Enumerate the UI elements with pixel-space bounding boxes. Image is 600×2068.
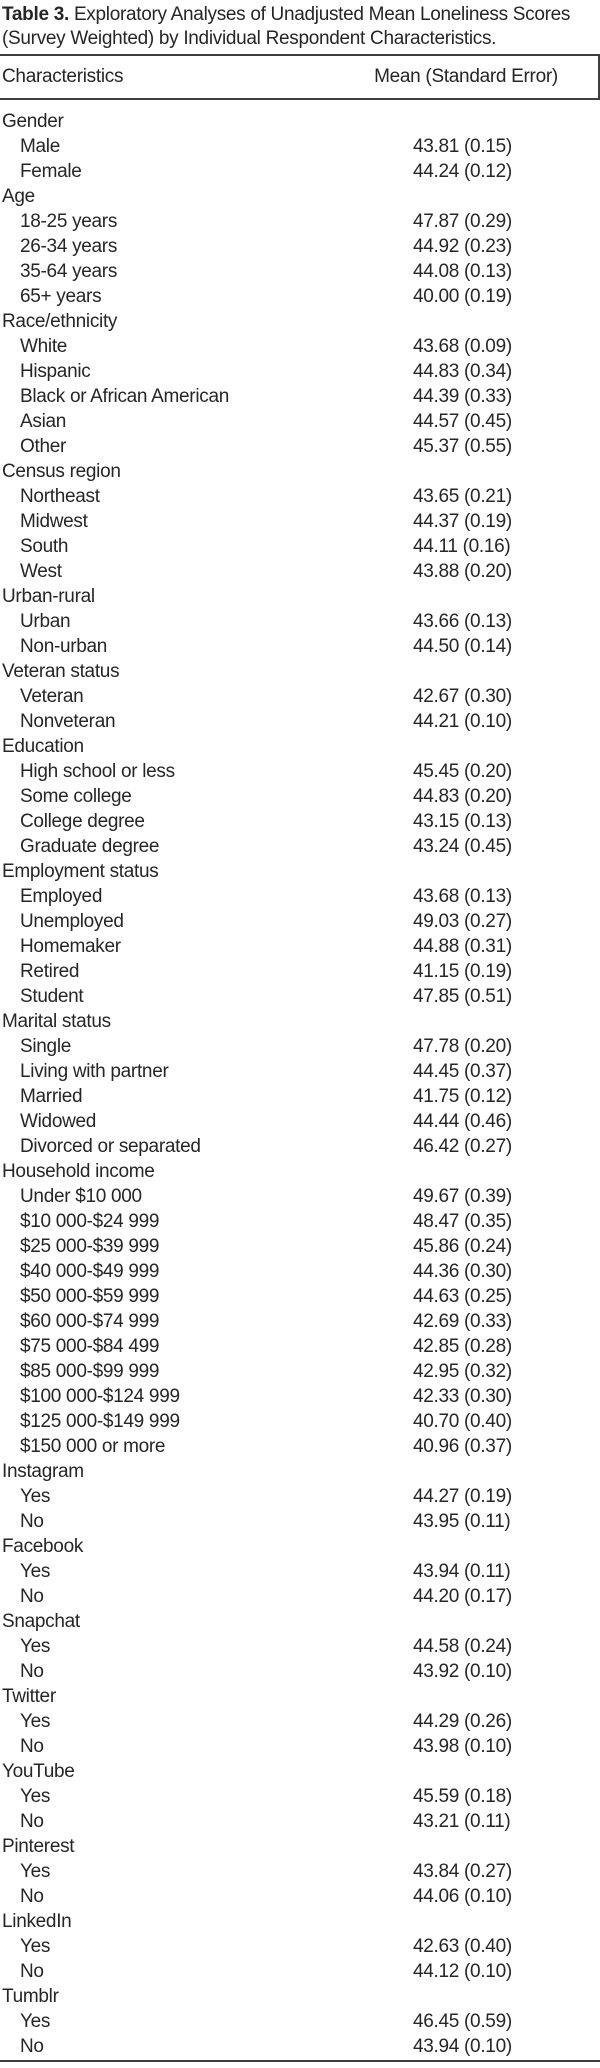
row-mean-value: 40.70 (0.40) <box>413 1411 512 1432</box>
row-label: No <box>20 1961 44 1982</box>
table-body <box>0 100 600 2062</box>
row-mean-value: 44.29 (0.26) <box>413 1711 512 1732</box>
row-label: College degree <box>20 811 145 832</box>
row-label: Veteran <box>20 686 84 707</box>
table-title-text: Exploratory Analyses of Unadjusted Mean Loneliness Scores (Survey Weighted) by Individual Respondent Characteristics. <box>2 4 571 49</box>
row-mean-value: 43.84 (0.27) <box>413 1861 512 1882</box>
row-label: $150 000 or more <box>20 1436 166 1457</box>
table-row <box>0 984 600 1009</box>
table-row <box>0 234 600 259</box>
table-row <box>0 1109 600 1134</box>
row-label: Male <box>20 136 60 157</box>
column-header-mean: Mean (Standard Error) <box>374 66 558 87</box>
row-label: Graduate degree <box>20 836 160 857</box>
table-group-row <box>0 109 600 134</box>
row-mean-value: 46.45 (0.59) <box>413 2011 512 2032</box>
row-mean-value: 44.20 (0.17) <box>413 1586 512 1607</box>
row-label: No <box>20 1886 44 1907</box>
table-row <box>0 259 600 284</box>
table-group-row <box>0 1159 600 1184</box>
table-row <box>0 1059 600 1084</box>
table-group-row <box>0 1684 600 1709</box>
row-label: $40 000-$49 999 <box>20 1261 160 1282</box>
row-mean-value: 44.92 (0.23) <box>413 236 512 257</box>
table-row <box>0 684 600 709</box>
row-mean-value: 41.75 (0.12) <box>413 1086 512 1107</box>
row-label: Instagram <box>2 1461 84 1482</box>
table-row <box>0 1384 600 1409</box>
table-row <box>0 1259 600 1284</box>
row-mean-value: 44.83 (0.20) <box>413 786 512 807</box>
table-group-row <box>0 1984 600 2009</box>
table-row <box>0 1434 600 1459</box>
row-mean-value: 44.37 (0.19) <box>413 511 512 532</box>
row-label: Age <box>2 186 35 207</box>
row-label: Census region <box>2 461 121 482</box>
table-row <box>0 759 600 784</box>
row-mean-value: 44.88 (0.31) <box>413 936 512 957</box>
table-group-row <box>0 1009 600 1034</box>
row-label: Female <box>20 161 82 182</box>
table-row <box>0 1209 600 1234</box>
table-row <box>0 1509 600 1534</box>
row-mean-value: 44.50 (0.14) <box>413 636 512 657</box>
row-label: Twitter <box>2 1686 56 1707</box>
row-mean-value: 43.95 (0.11) <box>413 1511 511 1532</box>
row-mean-value: 43.15 (0.13) <box>413 811 512 832</box>
row-label: Homemaker <box>20 936 121 957</box>
table-row <box>0 559 600 584</box>
table-row <box>0 134 600 159</box>
table-row <box>0 959 600 984</box>
row-label: Yes <box>20 2011 51 2032</box>
row-label: Gender <box>2 111 64 132</box>
row-label: Urban <box>20 611 71 632</box>
row-label: Non-urban <box>20 636 108 657</box>
row-label: Midwest <box>20 511 88 532</box>
row-label: Single <box>20 1036 72 1057</box>
row-mean-value: 44.57 (0.45) <box>413 411 512 432</box>
row-mean-value: 45.86 (0.24) <box>413 1236 512 1257</box>
row-mean-value: 44.39 (0.33) <box>413 386 512 407</box>
table-row <box>0 409 600 434</box>
row-mean-value: 44.44 (0.46) <box>413 1111 512 1132</box>
row-mean-value: 43.88 (0.20) <box>413 561 512 582</box>
row-label: Under $10 000 <box>20 1186 142 1207</box>
table-group-row <box>0 859 600 884</box>
table-row <box>0 1634 600 1659</box>
row-mean-value: 43.24 (0.45) <box>413 836 512 857</box>
row-mean-value: 49.03 (0.27) <box>413 911 512 932</box>
row-label: Widowed <box>20 1111 97 1132</box>
table-row <box>0 534 600 559</box>
row-label: Veteran status <box>2 661 120 682</box>
row-mean-value: 43.65 (0.21) <box>413 486 512 507</box>
row-mean-value: 47.85 (0.51) <box>413 986 512 1007</box>
row-label: Urban-rural <box>2 586 95 607</box>
row-mean-value: 42.95 (0.32) <box>413 1361 512 1382</box>
row-label: Other <box>20 436 67 457</box>
row-mean-value: 44.83 (0.34) <box>413 361 512 382</box>
table-group-row <box>0 584 600 609</box>
table-group-row <box>0 734 600 759</box>
table-row <box>0 384 600 409</box>
row-label: White <box>20 336 68 357</box>
table-row <box>0 2009 600 2034</box>
row-mean-value: 44.27 (0.19) <box>413 1486 512 1507</box>
row-mean-value: 44.45 (0.37) <box>413 1061 512 1082</box>
row-label: Yes <box>20 1486 51 1507</box>
row-label: Employment status <box>2 861 159 882</box>
row-label: Some college <box>20 786 132 807</box>
row-label: No <box>20 2036 44 2057</box>
table-row <box>0 1934 600 1959</box>
row-mean-value: 40.00 (0.19) <box>413 286 512 307</box>
table-row <box>0 159 600 184</box>
row-label: Yes <box>20 1561 51 1582</box>
table-row <box>0 1784 600 1809</box>
table-row <box>0 434 600 459</box>
table-row <box>0 1234 600 1259</box>
row-mean-value: 49.67 (0.39) <box>413 1186 512 1207</box>
table-row <box>0 1709 600 1734</box>
table-title <box>2 3 600 51</box>
row-label: High school or less <box>20 761 175 782</box>
row-label: Student <box>20 986 84 1007</box>
row-mean-value: 42.69 (0.33) <box>413 1311 512 1332</box>
row-label: Yes <box>20 1861 51 1882</box>
row-label: Facebook <box>2 1536 84 1557</box>
row-mean-value: 44.12 (0.10) <box>413 1961 512 1982</box>
table-group-row <box>0 459 600 484</box>
row-label: 35-64 years <box>20 261 118 282</box>
table-row <box>0 359 600 384</box>
row-label: Tumblr <box>2 1986 59 2007</box>
table-header-row <box>0 54 600 100</box>
row-mean-value: 43.94 (0.11) <box>413 1561 511 1582</box>
row-mean-value: 47.78 (0.20) <box>413 1036 512 1057</box>
table-row <box>0 209 600 234</box>
row-label: Education <box>2 736 84 757</box>
row-mean-value: 43.98 (0.10) <box>413 1736 512 1757</box>
table-row <box>0 1334 600 1359</box>
row-label: Yes <box>20 1711 51 1732</box>
row-label: Unemployed <box>20 911 124 932</box>
row-mean-value: 43.21 (0.11) <box>413 1811 511 1832</box>
column-header-characteristics: Characteristics <box>2 66 124 87</box>
table-row <box>0 1309 600 1334</box>
row-label: Retired <box>20 961 80 982</box>
row-mean-value: 47.87 (0.29) <box>413 211 512 232</box>
row-mean-value: 45.59 (0.18) <box>413 1786 512 1807</box>
row-label: South <box>20 536 69 557</box>
row-label: $100 000-$124 999 <box>20 1386 180 1407</box>
table-row <box>0 609 600 634</box>
table-row <box>0 1559 600 1584</box>
row-label: $10 000-$24 999 <box>20 1211 160 1232</box>
table-row <box>0 884 600 909</box>
table-row <box>0 1034 600 1059</box>
row-mean-value: 46.42 (0.27) <box>413 1136 512 1157</box>
table-row <box>0 934 600 959</box>
row-label: Northeast <box>20 486 100 507</box>
row-label: No <box>20 1511 44 1532</box>
row-label: $25 000-$39 999 <box>20 1236 160 1257</box>
table-row <box>0 334 600 359</box>
table-group-row <box>0 1759 600 1784</box>
row-label: $125 000-$149 999 <box>20 1411 180 1432</box>
row-mean-value: 44.36 (0.30) <box>413 1261 512 1282</box>
table-row <box>0 1084 600 1109</box>
row-label: Married <box>20 1086 83 1107</box>
table-row <box>0 1484 600 1509</box>
table-row <box>0 284 600 309</box>
row-mean-value: 43.68 (0.13) <box>413 886 512 907</box>
row-label: $75 000-$84 499 <box>20 1336 160 1357</box>
row-mean-value: 42.33 (0.30) <box>413 1386 512 1407</box>
table-row <box>0 484 600 509</box>
row-mean-value: 43.94 (0.10) <box>413 2036 512 2057</box>
row-label: Asian <box>20 411 67 432</box>
table-group-row <box>0 1534 600 1559</box>
row-label: Pinterest <box>2 1836 75 1857</box>
row-mean-value: 42.63 (0.40) <box>413 1936 512 1957</box>
row-label: Black or African American <box>20 386 229 407</box>
row-label: Divorced or separated <box>20 1136 201 1157</box>
table-row <box>0 909 600 934</box>
table-row <box>0 1409 600 1434</box>
row-mean-value: 44.08 (0.13) <box>413 261 512 282</box>
table-row <box>0 634 600 659</box>
row-mean-value: 42.85 (0.28) <box>413 1336 512 1357</box>
row-label: Household income <box>2 1161 155 1182</box>
table-row <box>0 1859 600 1884</box>
table-group-row <box>0 1834 600 1859</box>
row-label: Yes <box>20 1636 51 1657</box>
row-label: No <box>20 1661 44 1682</box>
row-label: Marital status <box>2 1011 111 1032</box>
row-mean-value: 44.63 (0.25) <box>413 1286 512 1307</box>
row-label: West <box>20 561 62 582</box>
table-row <box>0 1134 600 1159</box>
table-row <box>0 709 600 734</box>
row-mean-value: 41.15 (0.19) <box>413 961 512 982</box>
table-row <box>0 1284 600 1309</box>
row-mean-value: 43.68 (0.09) <box>413 336 512 357</box>
row-label: Snapchat <box>2 1611 80 1632</box>
row-label: $50 000-$59 999 <box>20 1286 160 1307</box>
table-group-row <box>0 1459 600 1484</box>
table-row <box>0 784 600 809</box>
table-row <box>0 1184 600 1209</box>
table-number: Table 3. <box>2 4 69 25</box>
row-label: $85 000-$99 999 <box>20 1361 160 1382</box>
table-group-row <box>0 659 600 684</box>
row-label: Yes <box>20 1786 51 1807</box>
row-mean-value: 48.47 (0.35) <box>413 1211 512 1232</box>
row-label: Employed <box>20 886 103 907</box>
table-row <box>0 1659 600 1684</box>
table-row <box>0 809 600 834</box>
row-label: No <box>20 1811 44 1832</box>
table-row <box>0 1884 600 1909</box>
row-label: No <box>20 1586 44 1607</box>
row-label: No <box>20 1736 44 1757</box>
row-label: 26-34 years <box>20 236 118 257</box>
row-mean-value: 45.37 (0.55) <box>413 436 512 457</box>
table-row <box>0 509 600 534</box>
row-label: Nonveteran <box>20 711 116 732</box>
row-label: 18-25 years <box>20 211 118 232</box>
table-group-row <box>0 184 600 209</box>
row-label: Race/ethnicity <box>2 311 118 332</box>
table-row <box>0 1359 600 1384</box>
row-mean-value: 43.81 (0.15) <box>413 136 512 157</box>
table-row <box>0 1959 600 1984</box>
table-row <box>0 1734 600 1759</box>
row-label: YouTube <box>2 1761 75 1782</box>
row-mean-value: 44.58 (0.24) <box>413 1636 512 1657</box>
row-mean-value: 44.11 (0.16) <box>413 536 511 557</box>
row-mean-value: 44.21 (0.10) <box>413 711 512 732</box>
table-row <box>0 1584 600 1609</box>
row-label: Living with partner <box>20 1061 169 1082</box>
row-mean-value: 42.67 (0.30) <box>413 686 512 707</box>
row-mean-value: 40.96 (0.37) <box>413 1436 512 1457</box>
row-mean-value: 44.24 (0.12) <box>413 161 512 182</box>
row-mean-value: 45.45 (0.20) <box>413 761 512 782</box>
row-mean-value: 43.66 (0.13) <box>413 611 512 632</box>
row-label: $60 000-$74 999 <box>20 1311 160 1332</box>
table-row <box>0 2034 600 2059</box>
row-label: 65+ years <box>20 286 102 307</box>
row-label: Hispanic <box>20 361 91 382</box>
row-mean-value: 44.06 (0.10) <box>413 1886 512 1907</box>
row-label: Yes <box>20 1936 51 1957</box>
table-group-row <box>0 1609 600 1634</box>
table-group-row <box>0 1909 600 1934</box>
row-label: LinkedIn <box>2 1911 72 1932</box>
row-mean-value: 43.92 (0.10) <box>413 1661 512 1682</box>
table-row <box>0 834 600 859</box>
table-row <box>0 1809 600 1834</box>
table-group-row <box>0 309 600 334</box>
